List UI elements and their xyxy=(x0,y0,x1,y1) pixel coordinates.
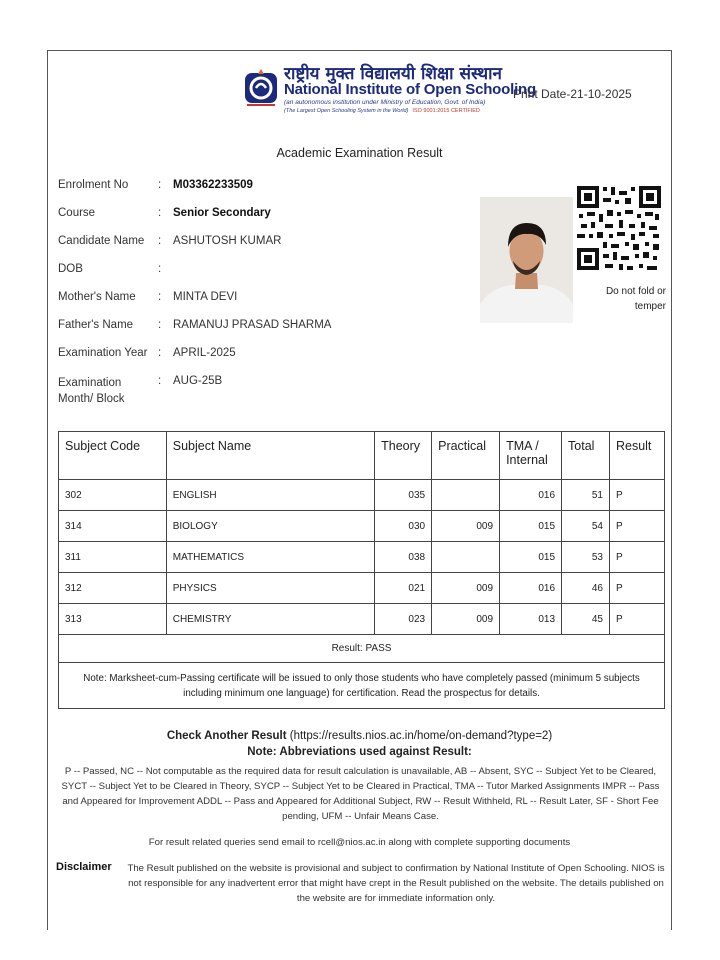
practical-marks xyxy=(432,542,500,573)
theory-marks: 035 xyxy=(375,480,432,511)
tma-marks: 015 xyxy=(500,542,562,573)
practical-marks: 009 xyxy=(432,573,500,604)
subject-result: P xyxy=(609,511,664,542)
result-sheet: राष्ट्रीय मुक्त विद्यालयी शिक्षा संस्थान National Institute of Open Schooling (an autonomous institution under Ministry of Education, Govt. of India) (The Largest Open Schooling System in the World) ISO 9001:2015 CERTIFIED Print Date-21-10-2025 Academic Examination Result Enrolment No : M03362233509 Course : Senior Secondary Candidate Name : ASHUTOSH KUMAR DOB : Mother's Name : MINTA DEVI Father's Name : RAMANUJ PRASAD SHARMA Examination Year : APRIL-2025 Examination Month/ Block : AUG-25B Do not fold or temper Subject Code Subject Name Theory Practical TMA / Internal Total Result 302 ENGLISH 035 016 51 P 314 BIOLOGY 030 009 015 54 P 311 MATHEMATICS 038 015 53 P 312 PHYSICS 021 009 016 46 P 313 CHEMISTRY 023 009 013 45 P Result: PASS Note: Marksheet-cum-Passing certificate will be issued to only those students who have completely passed (minimum 5 subjects including minimum one language) for certification. Read the prospectus for details. Check Another Result (https://results.nios.ac.in/home/on-demand?type=2) Note: Abbreviations used against Result: P -- Passed, NC -- Not computable as the required data for result calculation is unavailable, AB -- Absent, SYC -- Subject Yet to be Cleared, SYCT -- Subject Yet to be Cleared in Theory, SYCP -- Subject Yet to be Cleared in Practical, TMA -- Tutor Marked Assignments IMPR -- Pass and Appeared for Improvement ADDL -- Pass and Appeared for Additional Subject, RW -- Result Withheld, RL -- Result Later, SF - Short Fee pending, UFM -- Unfair Means Case. For result related queries send email to rcell@nios.ac.in along with complete supporting documents Disclaimer The Result published on the website is provisional and subject to confirmation by National Institute of Open Schooling. NIOS is not responsible for any inadvertent error that might have crept in the Result published on the website. The details published on the website are for immediate information only. xyxy=(47,50,672,930)
subject-code: 311 xyxy=(59,542,167,573)
candidate-photo xyxy=(480,197,573,323)
institute-tagline: (an autonomous institution under Ministry of Education, Govt. of India) xyxy=(284,99,486,106)
theory-marks: 023 xyxy=(375,604,432,635)
subject-name: BIOLOGY xyxy=(166,511,374,542)
nios-logo-icon xyxy=(243,67,279,109)
institute-tagline-2: (The Largest Open Schooling System in the World) ISO 9001:2015 CERTIFIED xyxy=(284,108,480,114)
iso-certified: ISO 9001:2015 CERTIFIED xyxy=(412,108,480,114)
subject-result: P xyxy=(609,480,664,511)
table-row xyxy=(59,604,665,635)
tma-marks: 013 xyxy=(500,604,562,635)
col-subject-name: Subject Name xyxy=(166,432,374,480)
theory-marks: 038 xyxy=(375,542,432,573)
check-another-result-link[interactable]: Check Another Result xyxy=(166,730,287,742)
certificate-note: Note: Marksheet-cum-Passing certificate will be issued to only those students who have completely passed (minimum 5 subjects including minimum one language) for certification. Read the prospectus for details. xyxy=(59,663,665,709)
col-practical: Practical xyxy=(432,432,500,480)
theory-marks: 021 xyxy=(375,573,432,604)
disclaimer-label: Disclaimer xyxy=(56,861,112,873)
institute-hindi-name: राष्ट्रीय मुक्त विद्यालयी शिक्षा संस्थान xyxy=(284,64,502,84)
qr-code-icon xyxy=(575,184,663,272)
practical-marks: 009 xyxy=(432,604,500,635)
practical-marks: 009 xyxy=(432,511,500,542)
subject-code: 302 xyxy=(59,480,167,511)
table-row xyxy=(59,511,665,542)
col-total: Total xyxy=(562,432,610,480)
table-row xyxy=(59,542,665,573)
institute-english-name: National Institute of Open Schooling xyxy=(284,81,536,98)
subject-code: 312 xyxy=(59,573,167,604)
check-another-result-url[interactable]: (https://results.nios.ac.in/home/on-demand?type=2) xyxy=(289,730,553,742)
tma-marks: 016 xyxy=(500,480,562,511)
result-summary-row xyxy=(59,635,665,663)
note-row xyxy=(59,663,665,709)
queries-contact: For result related queries send email to rcell@nios.ac.in along with complete supporting documents xyxy=(148,837,571,848)
tma-marks: 016 xyxy=(500,573,562,604)
theory-marks: 030 xyxy=(375,511,432,542)
practical-marks xyxy=(432,480,500,511)
abbreviations-title: Note: Abbreviations used against Result: xyxy=(247,746,472,758)
marks-table xyxy=(58,431,665,709)
col-subject-code: Subject Code xyxy=(59,432,167,480)
table-row xyxy=(59,573,665,604)
total-marks: 53 xyxy=(562,542,610,573)
subject-name: ENGLISH xyxy=(166,480,374,511)
subject-code: 314 xyxy=(59,511,167,542)
subject-result: P xyxy=(609,542,664,573)
overall-result: Result: PASS xyxy=(59,635,665,663)
total-marks: 54 xyxy=(562,511,610,542)
subject-name: MATHEMATICS xyxy=(166,542,374,573)
table-header-row xyxy=(59,432,665,480)
total-marks: 45 xyxy=(562,604,610,635)
subject-name: PHYSICS xyxy=(166,573,374,604)
col-tma-internal: TMA / Internal xyxy=(500,432,562,480)
abbreviations-text: P -- Passed, NC -- Not computable as the required data for result calculation is unavailable, AB -- Absent, SYC -- Subject Yet to be Cleared, SYCT -- Subject Yet to be Cleared in Theory, SYCP -- Subject Yet to be Cleared in Practical, TMA -- Tutor Marked Assignments IMPR -- Pass and Appeared for Improvement ADDL -- Pass and Appeared for Additional Subject, RW -- Result Withheld, RL -- Result Later, SF - Short Fee pending, UFM -- Unfair Means Case. xyxy=(61,766,660,822)
total-marks: 51 xyxy=(562,480,610,511)
col-result: Result xyxy=(609,432,664,480)
subject-result: P xyxy=(609,604,664,635)
tma-marks: 015 xyxy=(500,511,562,542)
table-row xyxy=(59,480,665,511)
subject-code: 313 xyxy=(59,604,167,635)
print-date: Print Date-21-10-2025 xyxy=(513,87,632,101)
col-theory: Theory xyxy=(375,432,432,480)
fold-warning: Do not fold or temper xyxy=(605,286,666,312)
disclaimer-text: The Result published on the website is provisional and subject to confirmation by National Institute of Open Schooling. NIOS is not responsible for any inadvertent error that might have crept in the Result published on the website. The details published on the website are for immediate information only. xyxy=(127,863,665,904)
check-another-result xyxy=(48,730,671,742)
document-title: Academic Examination Result xyxy=(276,146,443,160)
subject-result: P xyxy=(609,573,664,604)
subject-name: CHEMISTRY xyxy=(166,604,374,635)
total-marks: 46 xyxy=(562,573,610,604)
